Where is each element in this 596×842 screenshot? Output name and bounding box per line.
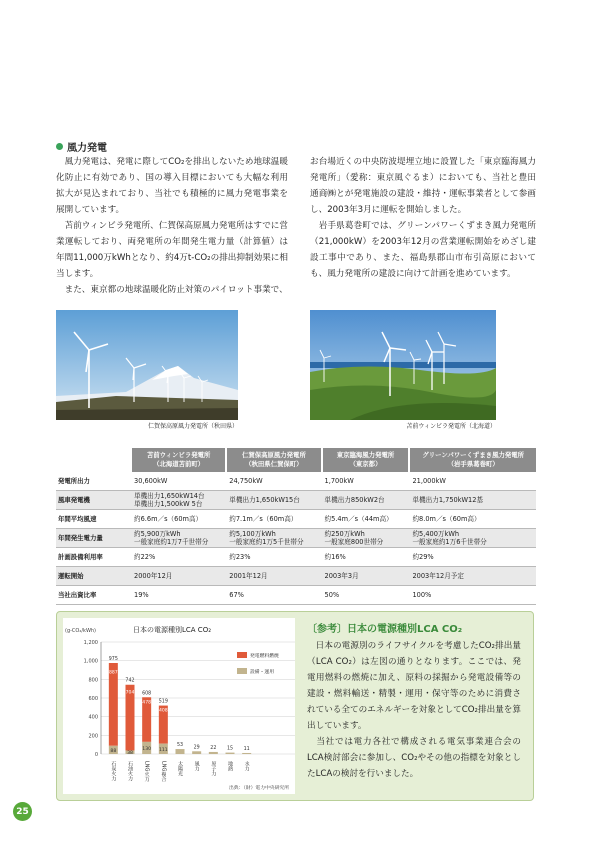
bar-value-label: 38	[127, 751, 133, 757]
bar-facility	[176, 749, 185, 754]
table-header-cell: 苫前ウィンビラ発電所 （北海道苫前町）	[131, 448, 226, 472]
bar-facility	[192, 751, 201, 754]
table-cell: 約5,900万kWh 一般家庭約1万7千世帯分	[131, 529, 226, 548]
table-row	[56, 529, 536, 548]
chart-ylabel: (g-CO₂/kWh)	[65, 628, 97, 634]
paragraph: 苫前ウィンビラ発電所、仁賀保高原風力発電所はすでに営業運転しており、両発電所の年間発生電力量（計算値）は年間11,000万kWhとなり、約4万t-CO₂の排出抑制効果に相当します。	[56, 221, 288, 279]
chart-title: 日本の電源種別LCA CO₂	[133, 626, 212, 634]
table-row-label: 風車発電機	[56, 491, 131, 510]
section-heading	[56, 139, 107, 154]
reference-box	[56, 611, 534, 801]
lca-co2-bar-chart	[63, 618, 295, 794]
table-cell: 約5.4m／s（44m高）	[322, 510, 410, 529]
bar-value-label: 111	[158, 747, 168, 753]
x-category-label: 原子力	[210, 761, 217, 776]
table-cell: 約23%	[226, 548, 321, 567]
table-header-cell: グリーンパワーくずまき風力発電所 （岩手県葛巻町）	[409, 448, 536, 472]
y-tick-label: 200	[88, 733, 98, 740]
section-title: 風力発電	[67, 143, 107, 154]
table-row	[56, 491, 536, 510]
photo-caption-right: 苫前ウィンビラ発電所（北海道）	[406, 423, 496, 430]
legend-label: 設備・運用	[250, 670, 274, 675]
bar-total-label: 975	[108, 657, 118, 662]
table-cell: 約8.0m／s（60m高）	[409, 510, 536, 529]
bar-total-label: 22	[210, 745, 217, 751]
paragraph: 岩手県葛巻町では、グリーンパワーくずまき風力発電所（21,000kW）を2003年12月の営業運転開始をめざし建設工事中であり、また、福島県郡山市布引高原においても、風力発電所の建設に向けて計画を進めています。	[310, 221, 536, 279]
reference-title: 〔参考〕日本の電源種別LCA CO₂	[307, 624, 463, 635]
bar-facility	[242, 753, 251, 754]
table-cell: 約6.6m／s（60m高）	[131, 510, 226, 529]
paragraph: 日本の電源別のライフサイクルを考慮したCO₂排出量（LCA CO₂）は左図の通りとなります。ここでは、発電用燃料の燃焼に加え、原料の採掘から発電設備等の建設・燃料輸送・精製・運用・保守等のために消費されている全てのエネルギーを対象としてCO₂排出量を算出しています。	[307, 641, 521, 731]
table-cell: 67%	[226, 586, 321, 605]
table-cell: 24,750kW	[226, 472, 321, 491]
table-cell: 約16%	[322, 548, 410, 567]
y-tick-label: 600	[88, 696, 98, 702]
wind-farm-spec-table	[56, 448, 536, 605]
table-cell: 約250万kWh 一般家庭800世帯分	[322, 529, 410, 548]
bar-facility	[226, 753, 235, 754]
table-cell: 単機出力1,750kW12基	[409, 491, 536, 510]
table-row-label: 当社出資比率	[56, 586, 131, 605]
y-tick-label: 0	[94, 752, 98, 758]
photo-nikaho-wind-farm	[56, 310, 238, 420]
bar-value-label: 88	[110, 748, 117, 754]
table-header-row	[56, 448, 536, 472]
paragraph: お台場近くの中央防波堤埋立地に設置した「東京臨海風力発電所」（愛称：東京風ぐるま）においても、当社と豊田通商㈱とが発電施設の建設・維持・運転事業者として参画し、2003年3月に運転を開始しました。	[310, 157, 536, 215]
bar-total-label: 15	[226, 746, 234, 752]
table-cell: 約7.1m／s（60m高）	[226, 510, 321, 529]
table-row-label: 年間平均風速	[56, 510, 131, 529]
table-cell: 1,700kW	[322, 472, 410, 491]
table-cell: 2003年3月	[322, 567, 410, 586]
table-cell: 約5,400万kWh 一般家庭約1万6千世帯分	[409, 529, 536, 548]
bar-total-label: 29	[193, 745, 200, 751]
right-text-column	[310, 154, 536, 282]
y-tick-label: 1,000	[83, 658, 98, 665]
table-header-cell: 仁賀保高原風力発電所 （秋田県仁賀保町）	[226, 448, 321, 472]
legend-swatch-fuel	[237, 652, 247, 658]
table-row-label: 年間発生電力量	[56, 529, 131, 548]
legend-label: 発電燃料燃焼	[250, 654, 279, 659]
bar-total-label: 519	[158, 699, 168, 705]
bar-fuel	[109, 663, 118, 746]
table-corner-cell	[56, 448, 131, 472]
table-cell: 約29%	[409, 548, 536, 567]
table-cell: 単機出力850kW2台	[322, 491, 410, 510]
left-text-column	[56, 154, 288, 298]
bar-value-label: 887	[108, 670, 118, 676]
table-row-label: 運転開始	[56, 567, 131, 586]
table-cell: 50%	[322, 586, 410, 605]
bar-value-label: 408	[158, 708, 168, 714]
bullet-dot-icon	[56, 143, 63, 150]
x-category-label: LNG火力	[143, 761, 150, 782]
photo-tomamae-wind-farm	[310, 310, 496, 420]
y-tick-label: 400	[88, 714, 98, 721]
chart-source: 出典：（財）電力中央研究所	[229, 786, 289, 791]
table-cell: 19%	[131, 586, 226, 605]
table-row	[56, 567, 536, 586]
table-cell: 単機出力1,650kW15台	[226, 491, 321, 510]
table-row-label: 発電所出力	[56, 472, 131, 491]
table-cell: 21,000kW	[409, 472, 536, 491]
table-cell: 2001年12月	[226, 567, 321, 586]
paragraph: 風力発電は、発電に際してCO₂を排出しないため地球温暖化防止に有効であり、国の導入目標においても大幅な利用拡大が見込まれており、当社でも積極的に風力発電事業を展開しています。	[56, 157, 288, 215]
lca-chart-panel	[63, 618, 295, 794]
paragraph: 当社では電力各社で構成される電気事業連合会のLCA検討部会に参加し、CO₂やその他の指標を対象としたLCAの検討を行いました。	[307, 737, 521, 779]
x-category-label: 水力	[243, 761, 250, 771]
x-category-label: 石炭火力	[110, 761, 117, 781]
bar-total-label: 608	[142, 691, 152, 697]
legend-swatch-facility	[237, 668, 247, 674]
bar-value-label: 478	[142, 700, 152, 706]
x-category-label: 風力	[193, 761, 200, 771]
bar-total-label: 742	[125, 678, 135, 684]
page-number: 25	[13, 802, 32, 821]
table-row	[56, 586, 536, 605]
table-row	[56, 510, 536, 529]
table-cell: 100%	[409, 586, 536, 605]
x-category-label: LNG複合	[160, 761, 167, 782]
table-cell: 約22%	[131, 548, 226, 567]
table-row	[56, 472, 536, 491]
y-tick-label: 800	[88, 677, 98, 684]
bar-facility	[209, 752, 218, 754]
reference-body	[307, 638, 521, 782]
x-category-label: 太陽光	[177, 761, 183, 776]
table-row	[56, 548, 536, 567]
table-header-cell: 東京臨海風力発電所 （東京都）	[322, 448, 410, 472]
table-cell: 2000年12月	[131, 567, 226, 586]
table-cell: 約5,100万kWh 一般家庭約1万5千世帯分	[226, 529, 321, 548]
table-cell: 単機出力1,650kW14台 単機出力1,500kW 5台	[131, 491, 226, 510]
y-tick-label: 1,200	[83, 640, 98, 646]
bar-total-label: 11	[243, 746, 250, 752]
photo-caption-left: 仁賀保高原風力発電所（秋田県）	[147, 423, 238, 430]
x-category-label: 地熱	[227, 761, 233, 771]
bar-value-label: 130	[142, 746, 152, 752]
table-cell: 30,600kW	[131, 472, 226, 491]
bar-total-label: 53	[176, 743, 184, 749]
table-row-label: 計画設備利用率	[56, 548, 131, 567]
bar-value-label: 704	[125, 690, 135, 696]
x-category-label: 石油火力	[127, 761, 133, 781]
table-cell: 2003年12月予定	[409, 567, 536, 586]
paragraph: また、東京都の地球温暖化防止対策のパイロット事業で、	[56, 285, 288, 295]
